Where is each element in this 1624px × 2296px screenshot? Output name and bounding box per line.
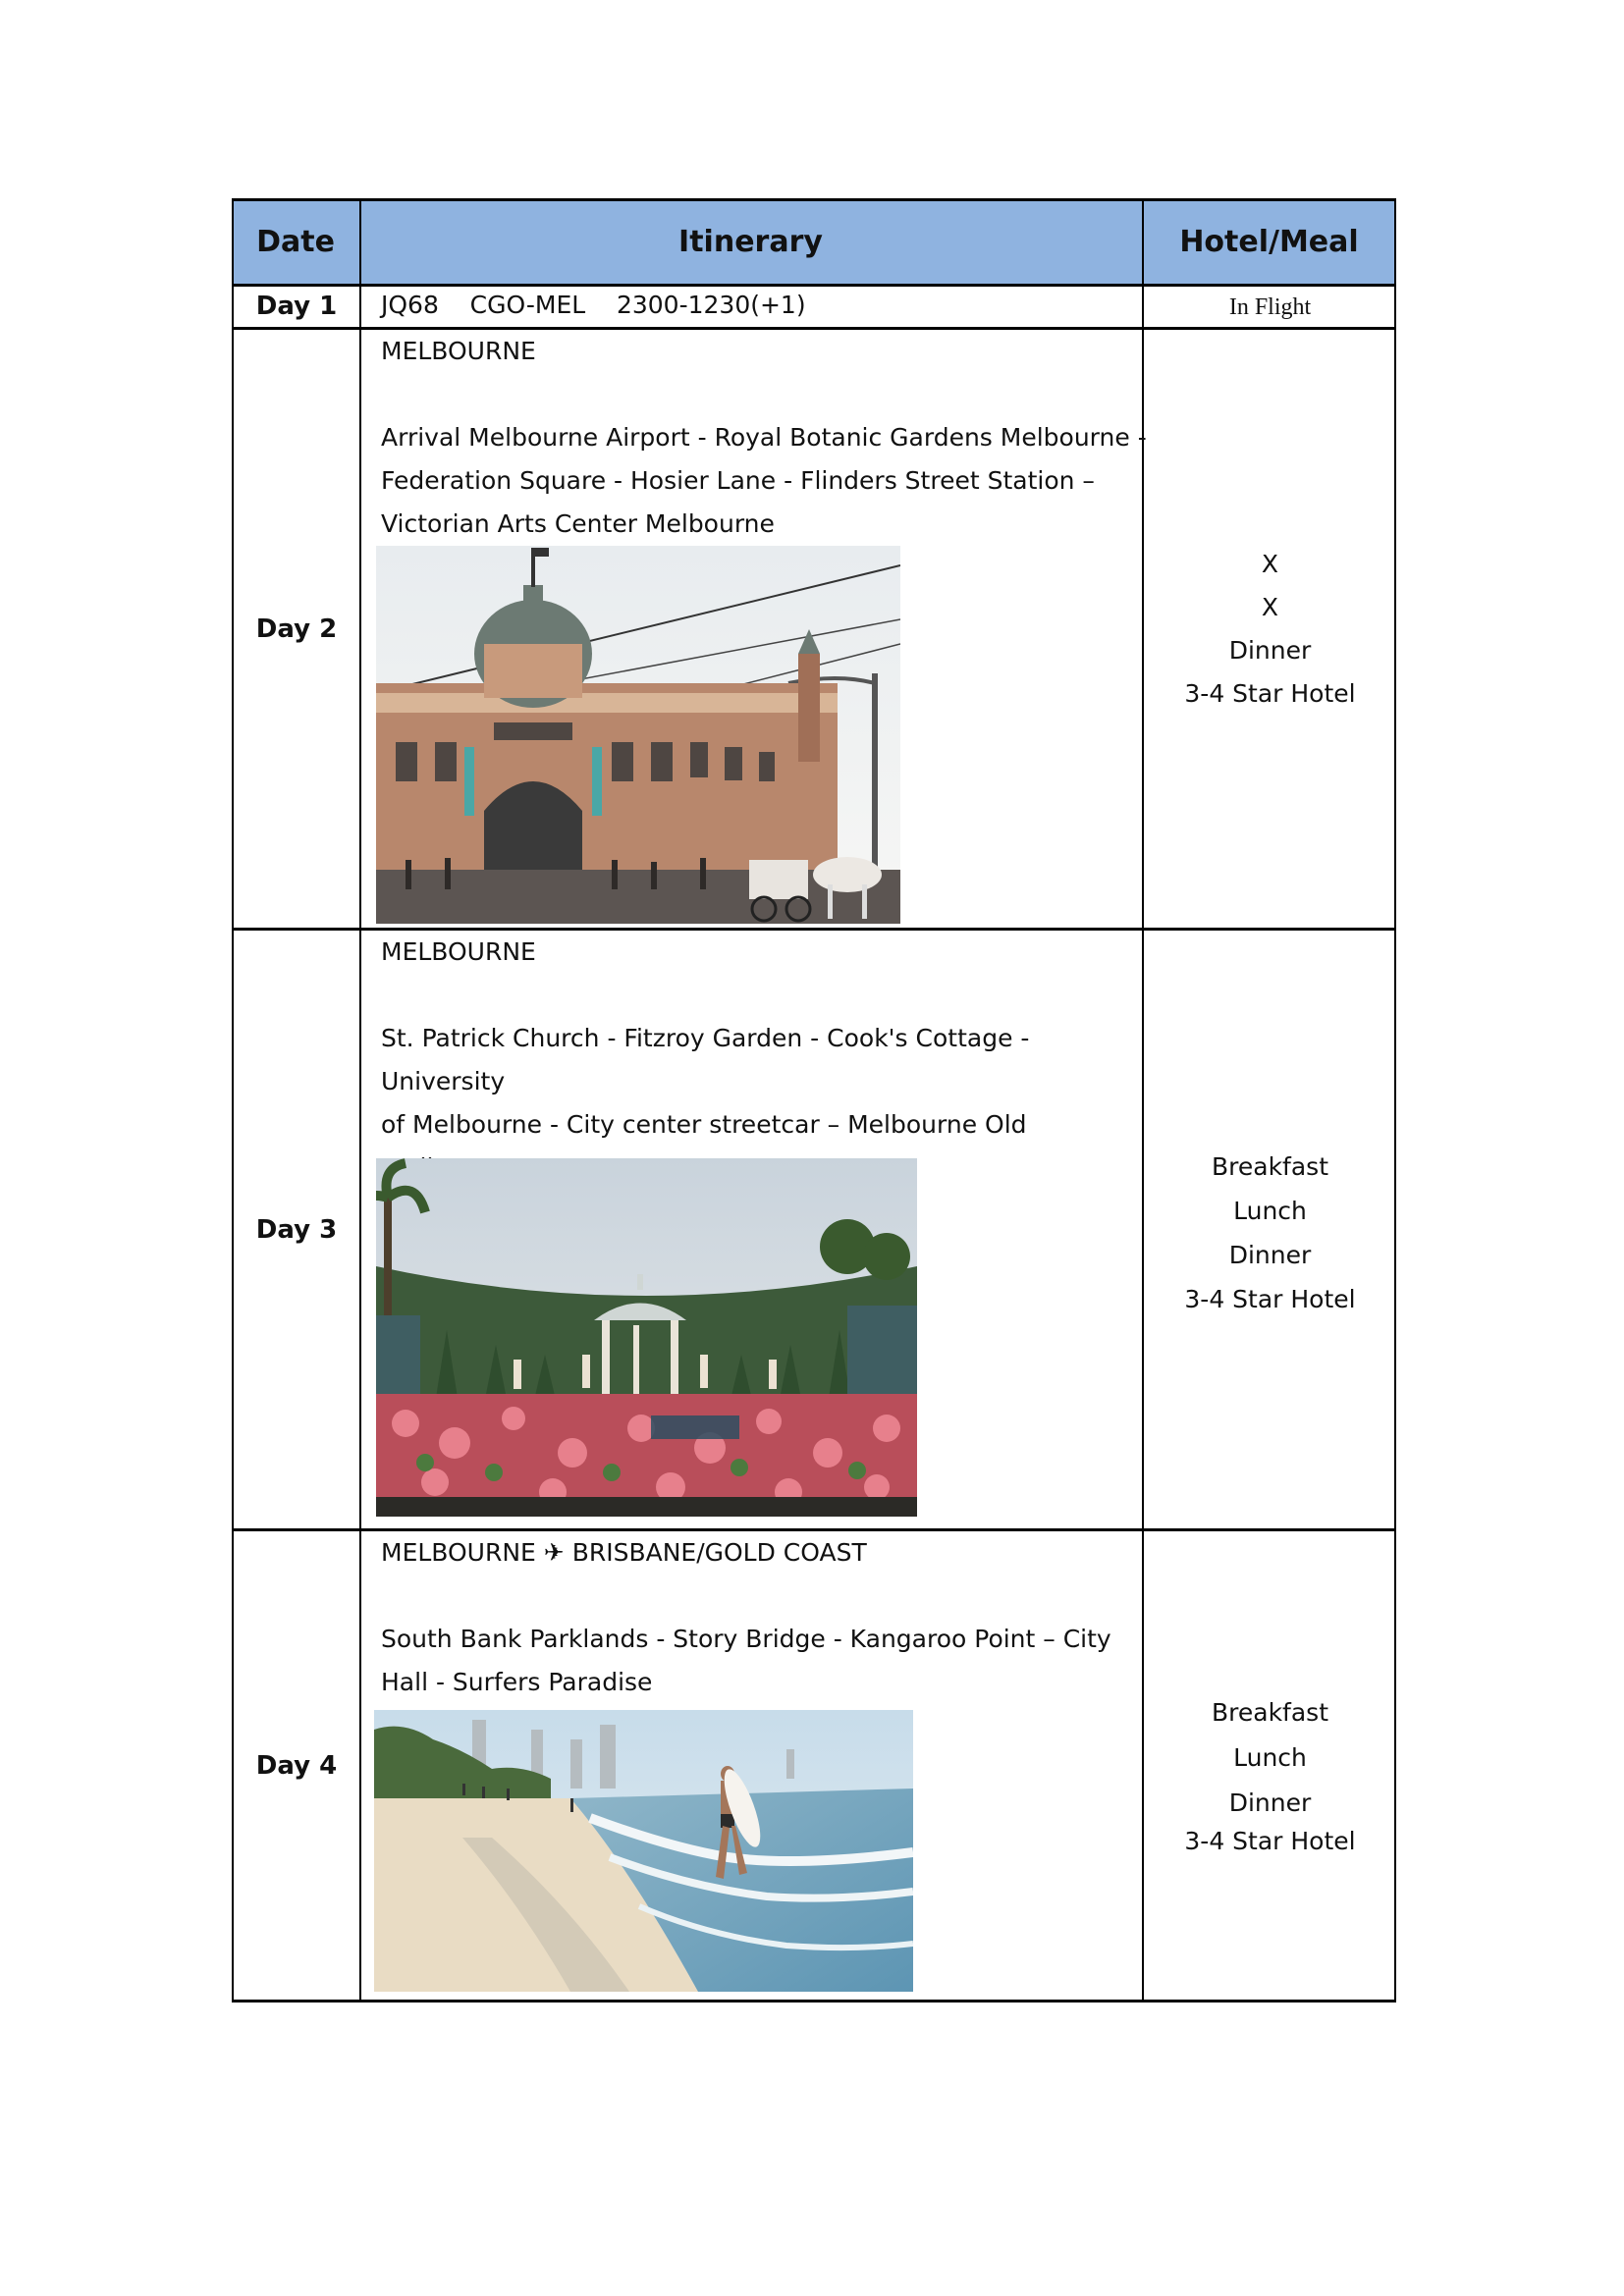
day-2-route-line-2: Federation Square - Hosier Lane - Flinders Street Station – — [381, 466, 1095, 495]
day-2-label: Day 2 — [255, 614, 338, 644]
header-hotel-meal: Hotel/Meal — [1179, 224, 1359, 259]
day-4-label: Day 4 — [255, 1750, 338, 1781]
day-1-meals — [1144, 286, 1396, 329]
day-4-route — [381, 1618, 1147, 1704]
header-itinerary: Itinerary — [678, 224, 823, 259]
day-2-meal-1: X — [1261, 550, 1279, 578]
day-2-route-line-3: Victorian Arts Center Melbourne — [381, 509, 775, 538]
day-4-route-line-2: Hall - Surfers Paradise — [381, 1668, 653, 1696]
day-4-meal-3: Dinner — [1228, 1789, 1312, 1817]
day-4-hotel: 3-4 Star Hotel — [1184, 1827, 1356, 1855]
day-1-label: Day 1 — [255, 292, 338, 321]
day-3-meals — [1144, 1145, 1396, 1321]
day-3-label: Day 3 — [255, 1214, 338, 1245]
table-border-bottom — [232, 2000, 1396, 2002]
day-1-meal-1: In Flight — [1228, 294, 1312, 320]
garden-conservatory-photo — [376, 1158, 917, 1517]
day-4-meal-2: Lunch — [1233, 1743, 1307, 1772]
flinders-street-station-photo — [376, 546, 900, 924]
day-4-route-line-1: South Bank Parklands - Story Bridge - Kangaroo Point – City — [381, 1625, 1111, 1653]
day-4-meals — [1144, 1690, 1396, 1864]
day-3-meal-2: Lunch — [1233, 1197, 1307, 1225]
day-3-meal-1: Breakfast — [1211, 1152, 1328, 1181]
day-3-hotel: 3-4 Star Hotel — [1184, 1285, 1356, 1313]
day-1-flight: JQ68 CGO-MEL 2300-1230(+1) — [381, 291, 806, 319]
header-date: Date — [256, 224, 335, 259]
day-4-city: MELBOURNE ✈ BRISBANE/GOLD COAST — [381, 1538, 867, 1567]
day-2-meal-2: X — [1261, 593, 1279, 621]
day-2-city: MELBOURNE — [381, 337, 536, 365]
day-3-city: MELBOURNE — [381, 937, 536, 966]
day-3-route-line-1: St. Patrick Church - Fitzroy Garden - Cook's Cottage - University — [381, 1024, 1030, 1095]
day-3-meal-3: Dinner — [1228, 1241, 1312, 1269]
table-column-divider-1 — [359, 198, 361, 2002]
day-2-meals — [1144, 543, 1396, 716]
day-2-route — [381, 416, 1147, 546]
day-3-route-line-2: of Melbourne - City center streetcar – Melbourne Old — [381, 1110, 1027, 1139]
surfers-paradise-beach-photo — [374, 1710, 913, 1992]
day-2-meal-3: Dinner — [1228, 636, 1312, 665]
day-2-hotel: 3-4 Star Hotel — [1184, 679, 1356, 708]
day-2-route-line-1: Arrival Melbourne Airport - Royal Botanic Gardens Melbourne - — [381, 423, 1147, 452]
table-border-top — [232, 198, 1396, 201]
day-4-meal-1: Breakfast — [1211, 1698, 1328, 1727]
